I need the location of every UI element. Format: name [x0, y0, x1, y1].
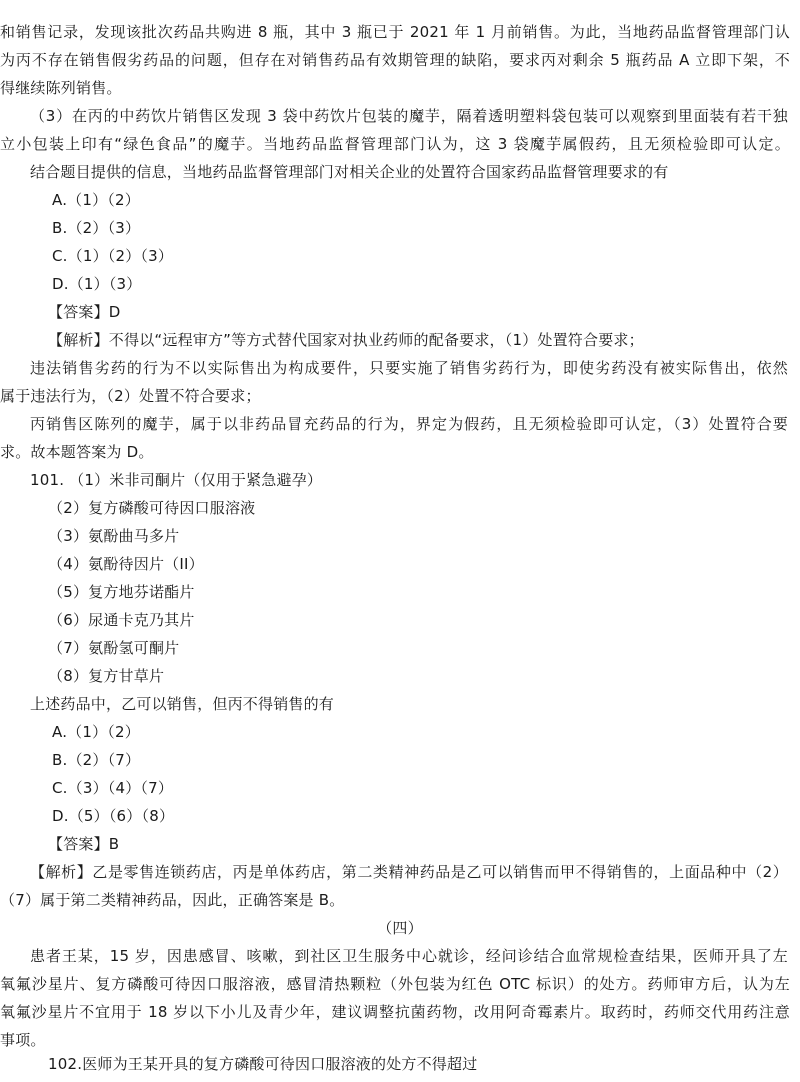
- q101-drug-5: （5）复方地芬诺酯片: [48, 583, 195, 601]
- q102-stem: 102.医师为王某开具的复方磷酸可待因口服溶液的处方不得超过: [48, 1055, 478, 1073]
- q100-analysis-line-1: 【解析】不得以“远程审方”等方式替代国家对执业药师的配备要求，（1）处置符合要求；: [48, 331, 644, 349]
- case-line-3: 氧氟沙星片不宜用于 18 岁以下小儿及青少年，建议调整抗菌药物，改用阿奇霉素片。取药时，药师交代用药注意: [0, 1003, 790, 1021]
- prev-paragraph-line-3: 得继续陈列销售。: [0, 79, 122, 97]
- q101-option-d: D.（5）（6）（8）: [52, 807, 175, 825]
- prev-paragraph-line-2: 为丙不存在销售假劣药品的问题，但存在对销售药品有效期管理的缺陷，要求丙对剩余 5 瓶药品 A 立即下架，不: [0, 51, 790, 69]
- q100-option-a: A.（1）（2）: [52, 191, 140, 209]
- q100-analysis-line-4: 丙销售区陈列的魔芋，属于以非药品冒充药品的行为，界定为假药，且无须检验即可认定，（3）处置符合要: [30, 415, 788, 433]
- q100-option-b: B.（2）（3）: [52, 219, 141, 237]
- q101-option-b: B.（2）（7）: [52, 751, 141, 769]
- q100-option-d: D.（1）（3）: [52, 275, 142, 293]
- q100-answer: 【答案】D: [48, 303, 121, 321]
- q101-answer: 【答案】B: [48, 835, 120, 853]
- q100-analysis-line-2: 违法销售劣药的行为不以实际售出为构成要件，只要实施了销售劣药行为，即使劣药没有被实际售出，依然: [30, 359, 788, 377]
- q101-drug-2: （2）复方磷酸可待因口服溶液: [48, 499, 256, 517]
- case-line-1: 患者王某，15 岁，因患感冒、咳嗽，到社区卫生服务中心就诊，经问诊结合血常规检查结果，医师开具了左: [30, 947, 788, 965]
- q101-option-a: A.（1）（2）: [52, 723, 140, 741]
- q101-drug-1: 101. （1）米非司酮片（仅用于紧急避孕）: [30, 471, 323, 489]
- item-3-line-2: 立小包装上印有“绿色食品”的魔芋。当地药品监督管理部门认为，这 3 袋魔芋属假药，且无须检验即可认定。: [0, 135, 790, 153]
- q100-stem: 结合题目提供的信息，当地药品监督管理部门对相关企业的处置符合国家药品监督管理要求的有: [30, 163, 669, 181]
- section-heading: （四）: [377, 919, 423, 937]
- q100-analysis-line-3: 属于违法行为，（2）处置不符合要求；: [0, 387, 261, 405]
- q101-drug-8: （8）复方甘草片: [48, 667, 165, 685]
- case-line-2: 氧氟沙星片、复方磷酸可待因口服溶液，感冒清热颗粒（外包装为红色 OTC 标识）的处方。药师审方后，认为左: [0, 975, 790, 993]
- q101-drug-4: （4）氨酚待因片（II）: [48, 555, 204, 573]
- q100-analysis-line-5: 求。故本题答案为 D。: [0, 443, 154, 461]
- q101-option-c: C.（3）（4）（7）: [52, 779, 174, 797]
- q100-option-c: C.（1）（2）（3）: [52, 247, 174, 265]
- item-3-line-1: （3）在丙的中药饮片销售区发现 3 袋中药饮片包装的魔芋，隔着透明塑料袋包装可以观察到里面装有若干独: [30, 107, 788, 125]
- q101-drug-3: （3）氨酚曲马多片: [48, 527, 180, 545]
- q101-stem: 上述药品中，乙可以销售，但丙不得销售的有: [30, 695, 335, 713]
- case-line-4: 事项。: [0, 1031, 46, 1049]
- q101-analysis-line-1: 【解析】乙是零售连锁药店，丙是单体药店，第二类精神药品是乙可以销售而甲不得销售的，上面品种中（2）: [30, 863, 788, 881]
- q101-drug-7: （7）氨酚氢可酮片: [48, 639, 180, 657]
- q101-drug-6: （6）尿通卡克乃其片: [48, 611, 195, 629]
- q101-analysis-line-2: （7）属于第二类精神药品，因此，正确答案是 B。: [0, 891, 345, 909]
- prev-paragraph-line-1: 和销售记录，发现该批次药品共购进 8 瓶，其中 3 瓶已于 2021 年 1 月前销售。为此，当地药品监督管理部门认: [0, 23, 790, 41]
